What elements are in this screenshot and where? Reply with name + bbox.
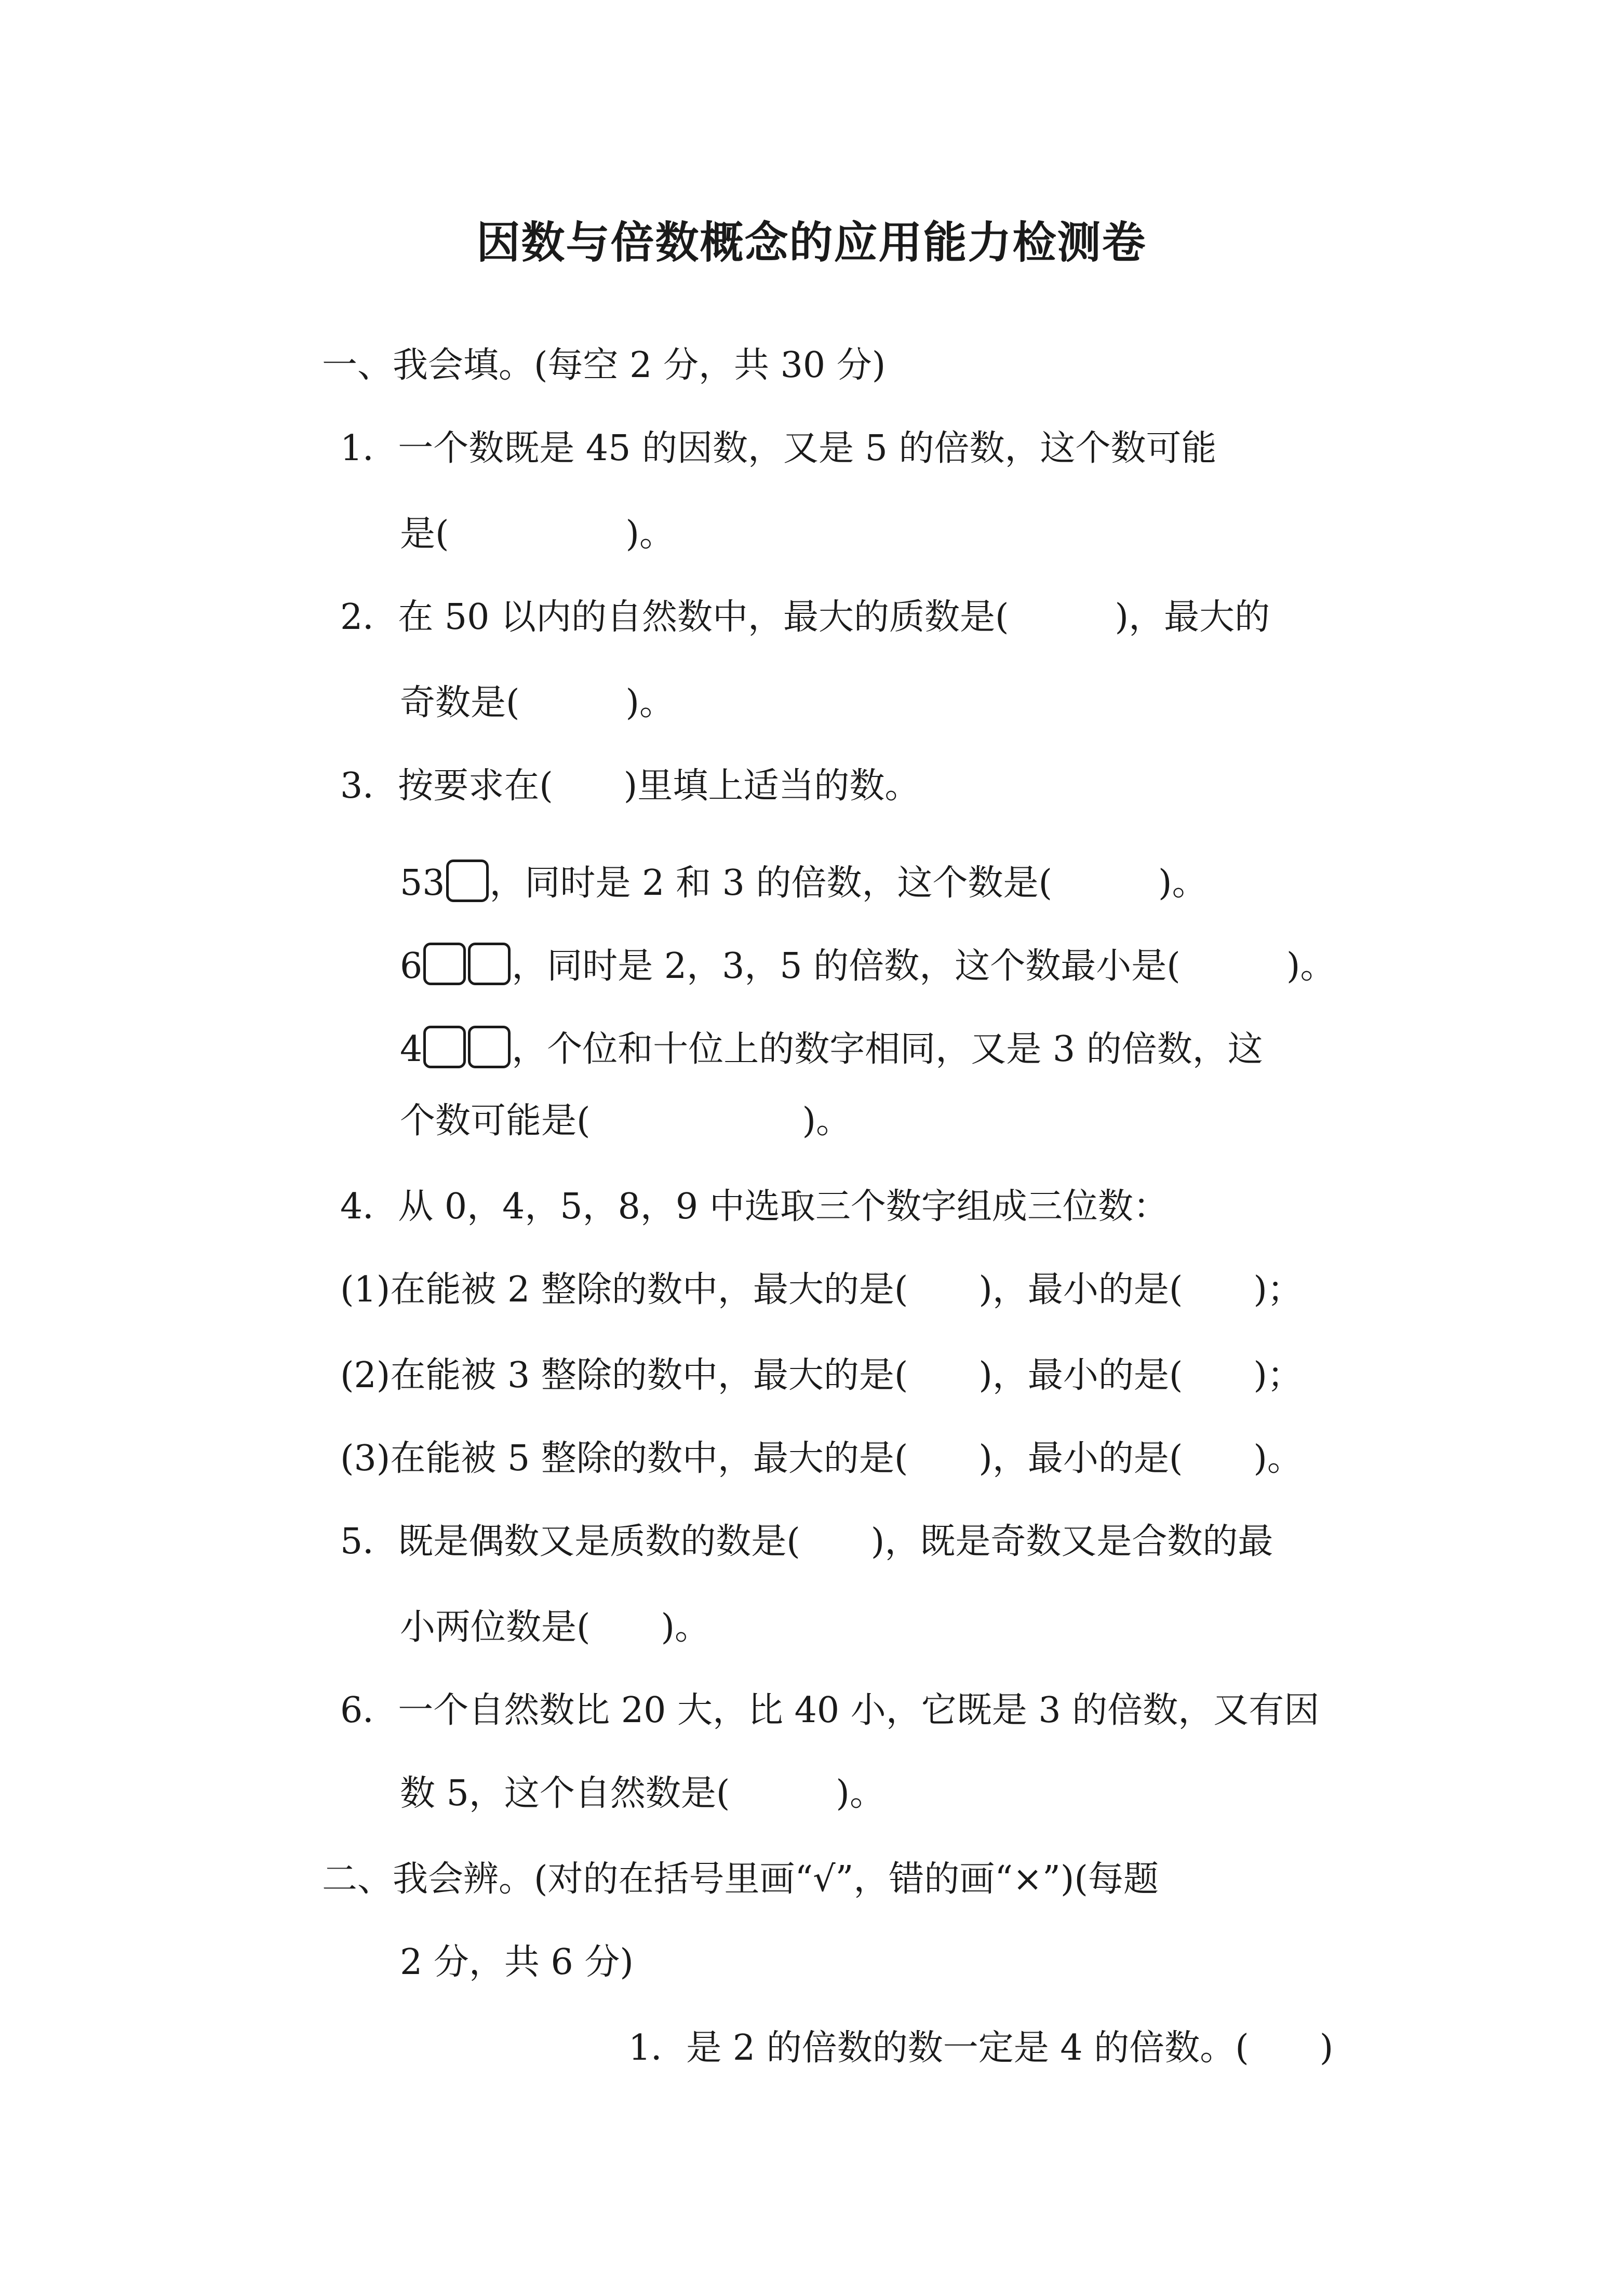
page-title: 因数与倍数概念的应用能力检测卷 <box>476 217 1147 268</box>
section2-heading-line2: 2 分，共 6 分) <box>400 1942 634 1983</box>
q1-line1: 1．一个数既是 45 的因数，又是 5 的倍数，这个数可能 <box>340 428 1217 469</box>
answer-box[interactable] <box>423 1026 466 1068</box>
section1-heading: 一、我会填。(每空 2 分，共 30 分) <box>322 345 886 386</box>
section2-heading-line1: 二、我会辨。(对的在括号里画“√”，错的画“×”)(每题 <box>322 1859 1159 1900</box>
q3-c-line2: 个数可能是( )。 <box>400 1100 852 1142</box>
answer-box[interactable] <box>446 860 489 902</box>
q3-line1: 3．按要求在( )里填上适当的数。 <box>340 766 920 807</box>
section2-q1: 1．是 2 的倍数的数一定是 4 的倍数。( ) <box>628 2028 1334 2069</box>
q2-line2: 奇数是( )。 <box>400 682 675 723</box>
q3-a-prefix: 53 <box>400 863 445 904</box>
q4-part1: (1)在能被 2 整除的数中，最大的是( )，最小的是( )； <box>340 1269 1303 1310</box>
q3-c-line <box>400 1026 1263 1068</box>
q3-c-text: ，个位和十位上的数字相同，又是 3 的倍数，这 <box>512 1029 1263 1070</box>
q4-line1: 4．从 0，4，5，8，9 中选取三个数字组成三位数： <box>340 1186 1169 1227</box>
q6-line2: 数 5，这个自然数是( )。 <box>400 1773 885 1814</box>
q3-b-text: ，同时是 2，3，5 的倍数，这个数最小是( )。 <box>512 946 1336 987</box>
q4-part2: (2)在能被 3 整除的数中，最大的是( )，最小的是( )； <box>340 1355 1303 1396</box>
q5-line2: 小两位数是( )。 <box>400 1607 710 1648</box>
q5-line1: 5．既是偶数又是质数的数是( )，既是奇数又是合数的最 <box>340 1521 1273 1562</box>
q6-line1: 6．一个自然数比 20 大，比 40 小，它既是 3 的倍数，又有因 <box>340 1690 1320 1731</box>
q1-line2: 是( )。 <box>400 514 675 555</box>
q3-a-text: ，同时是 2 和 3 的倍数，这个数是( )。 <box>489 863 1208 904</box>
answer-box[interactable] <box>468 943 511 985</box>
q4-part3: (3)在能被 5 整除的数中，最大的是( )，最小的是( )。 <box>340 1438 1303 1479</box>
q3-c-prefix: 4 <box>400 1029 423 1070</box>
q3-b-line <box>400 943 1335 985</box>
q3-b-prefix: 6 <box>400 946 423 987</box>
answer-box[interactable] <box>468 1026 511 1068</box>
q3-a-line <box>400 860 1208 902</box>
answer-box[interactable] <box>423 943 466 985</box>
q2-line1: 2．在 50 以内的自然数中，最大的质数是( )，最大的 <box>340 597 1270 638</box>
